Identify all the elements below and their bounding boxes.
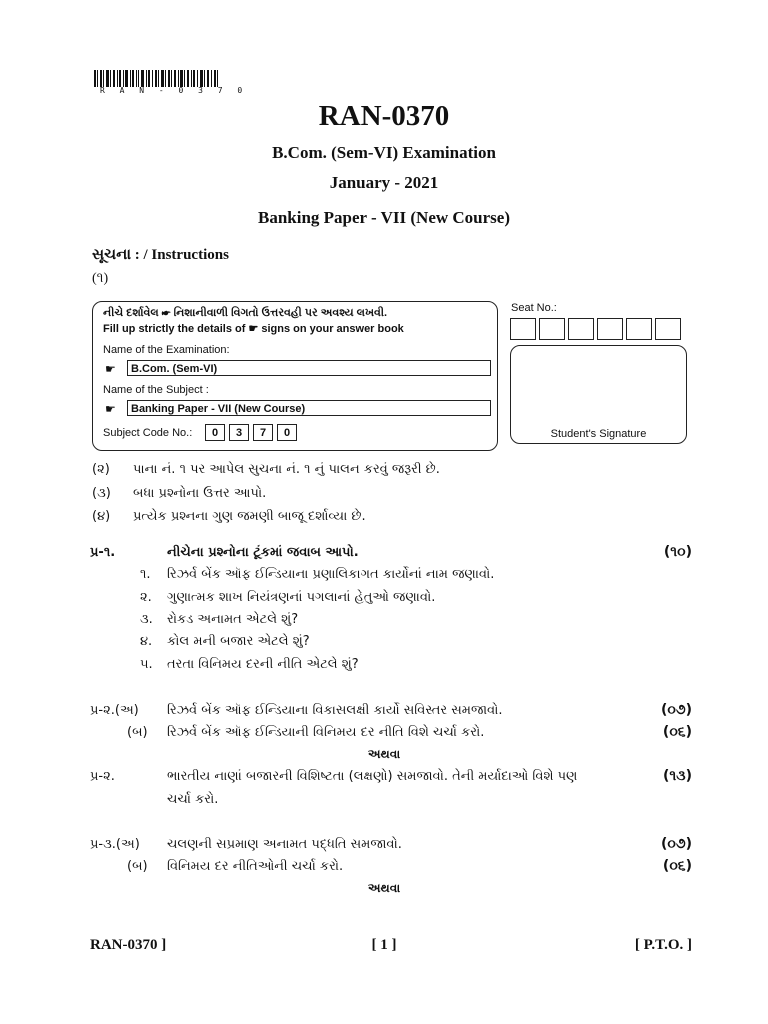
instruction-1-number: (૧) <box>92 271 109 286</box>
paper-code: RAN-0370 <box>318 100 450 132</box>
paper-title: Banking Paper - VII (New Course) <box>257 208 511 227</box>
seat-number-cells <box>510 318 681 340</box>
signature-label: Student's Signature <box>550 428 647 440</box>
seat-number-label: Seat No.: <box>511 302 557 314</box>
exam-title: B.Com. (Sem-VI) Examination <box>272 143 496 162</box>
signature-box <box>510 345 687 444</box>
subject-code-digit: 7 <box>253 424 273 441</box>
seat-number-cell <box>655 318 681 340</box>
q1-sub-number: ૨. <box>140 590 152 605</box>
q3b-marks: (૦૬) <box>662 858 692 874</box>
instruction-3-text: બધા પ્રશ્નોના ઉત્તર આપો. <box>133 486 267 501</box>
q1-sub-text: કોલ મની બજાર એટલે શું? <box>167 634 310 649</box>
q3a-text: ચલણની સપ્રમાણ અનામત પદ્ધતિ સમજાવો. <box>167 837 402 852</box>
q3b-text: વિનિમય દર નીતિઓની ચર્ચા કરો. <box>167 859 344 874</box>
details-instruction-english: Fill up strictly the details of ☛ signs on your answer book <box>103 323 404 335</box>
q2alt-marks: (૧૩) <box>663 768 692 784</box>
exam-date: January - 2021 <box>329 173 439 192</box>
exam-name-label: Name of the Examination: <box>103 344 230 356</box>
q2a-text: રિઝર્વ બેંક ઑફ ઈન્ડિયાના વિકાસલક્ષી કાર્યો સવિસ્તર સમજાવો. <box>167 703 503 718</box>
q1-sub-number: ૫. <box>140 657 153 672</box>
instructions-heading: સૂચના : / Instructions <box>92 247 229 263</box>
instruction-4-number: (૪) <box>92 509 111 524</box>
q3a-marks: (૦૭) <box>661 836 692 852</box>
seat-number-cell <box>597 318 623 340</box>
q2b-label: (બ) <box>127 725 148 740</box>
subject-code-cells <box>205 424 297 441</box>
q1-sub-text: તરતા વિનિમય દરની નીતિ એટલે શું? <box>167 657 359 672</box>
seat-number-cell <box>510 318 536 340</box>
q1-sub-text: રિઝર્વ બેંક ઑફ ઈન્ડિયાના પ્રણાલિકાગત કાર્યોનાં નામ જણાવો. <box>167 567 495 582</box>
details-instruction-gujarati: નીચે દર્શાવેલ ☛ નિશાનીવાળી વિગતો ઉત્તરવહી પર અવશ્ય લખવી. <box>103 307 388 319</box>
seat-number-cell <box>568 318 594 340</box>
q2alt-text-line1: ભારતીય નાણાં બજારની વિશિષ્ટતા (લક્ષણો) સમજાવો. તેની મર્યાદાઓ વિશે પણ <box>167 769 578 784</box>
q1-sub-number: ૧. <box>140 567 151 582</box>
q1-sub-number: ૩. <box>140 612 153 627</box>
q1-sub-text: રોકડ અનામત એટલે શું? <box>167 612 299 627</box>
instruction-3-number: (૩) <box>92 486 111 501</box>
q3a-label: પ્ર-૩.(અ) <box>90 837 140 852</box>
q2alt-label: પ્ર-૨. <box>90 769 115 784</box>
or-separator: અથવા <box>367 881 401 895</box>
barcode-text: R A N - 0 3 7 0 <box>100 86 248 95</box>
subject-code-label: Subject Code No.: <box>103 427 193 439</box>
exam-name-field: B.Com. (Sem-VI) <box>127 360 491 376</box>
q2alt-text-line2: ચર્ચા કરો. <box>167 792 219 807</box>
pointing-hand-icon: ☛ <box>105 402 116 416</box>
q2b-marks: (૦૬) <box>662 724 692 740</box>
pointing-hand-icon: ☛ <box>105 362 116 376</box>
seat-number-cell <box>626 318 652 340</box>
q1-marks: (૧૦) <box>663 544 692 560</box>
instruction-2-text: પાના નં. ૧ પર આપેલ સુચના નં. ૧ નું પાલન કરવું જરૂરી છે. <box>133 462 440 477</box>
footer-code: RAN-0370 ] <box>90 937 167 953</box>
pto-label: [ P.T.O. ] <box>634 937 692 953</box>
subject-name-label: Name of the Subject : <box>103 384 209 396</box>
page-number: [ 1 ] <box>371 937 397 953</box>
or-separator: અથવા <box>367 747 401 761</box>
instruction-4-text: પ્રત્યેક પ્રશ્નના ગુણ જમણી બાજૂ દર્શાવ્યા છે. <box>133 509 366 524</box>
q2a-label: પ્ર-૨.(અ) <box>90 703 139 718</box>
subject-code-digit: 0 <box>277 424 297 441</box>
subject-name-field: Banking Paper - VII (New Course) <box>127 400 491 416</box>
q3b-label: (બ) <box>127 859 148 874</box>
seat-number-cell <box>539 318 565 340</box>
q1-sub-number: ૪. <box>140 634 153 649</box>
q1-label: પ્ર-૧. <box>90 545 116 560</box>
details-box <box>92 301 498 451</box>
q1-heading: નીચેના પ્રશ્નોના ટૂંકમાં જવાબ આપો. <box>167 545 359 560</box>
subject-code-digit: 0 <box>205 424 225 441</box>
instruction-2-number: (૨) <box>92 462 110 477</box>
q2b-text: રિઝર્વ બેંક ઑફ ઈન્ડિયાની વિનિમય દર નીતિ વિશે ચર્ચા કરો. <box>167 725 485 740</box>
subject-code-digit: 3 <box>229 424 249 441</box>
q1-sub-text: ગુણાત્મક શાખ નિયંત્રણનાં પગલાનાં હેતુઓ જણાવો. <box>167 590 436 605</box>
barcode <box>94 70 218 87</box>
q2a-marks: (૦૭) <box>661 702 692 718</box>
